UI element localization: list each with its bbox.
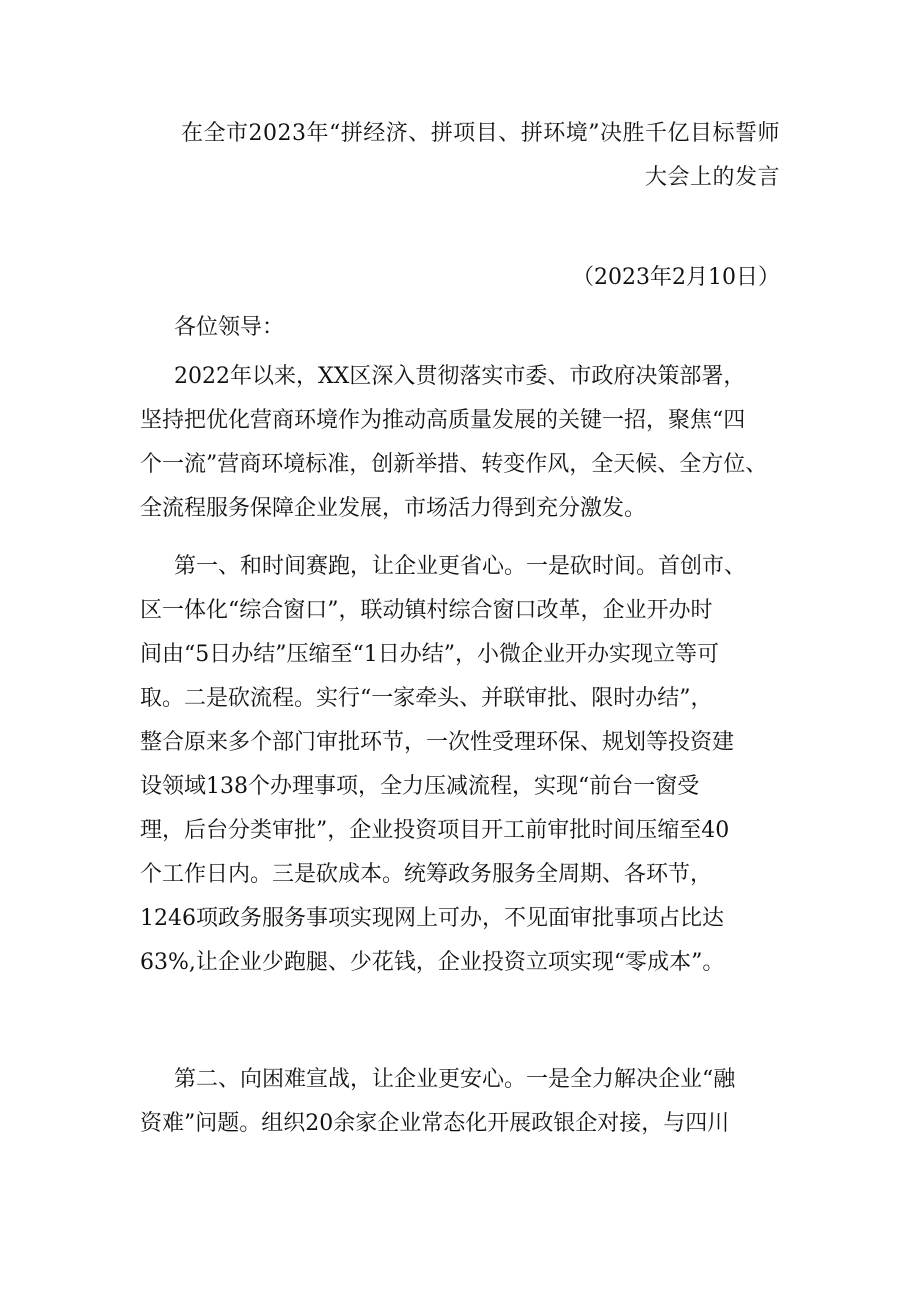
paragraph-line: 设领域138个办理事项，全力压减流程，实现“前台一窗受 <box>140 774 700 799</box>
paragraph-line: 第二、向困难宣战，让企业更安心。一是全力解决企业“融 <box>174 1067 736 1092</box>
title-line-1: 在全市2023年“拼经济、拼项目、拼环境”决胜千亿目标誓师 <box>181 121 780 146</box>
paragraph-3 <box>140 1058 780 1146</box>
paragraph-line: 个工作日内。三是砍成本。统筹政务服务全周期、各环节， <box>140 862 713 887</box>
paragraph-line: 资难”问题。组织20余家企业常态化开展政银企对接，与四川 <box>140 1111 730 1136</box>
paragraph-line: 1246项政务服务事项实现网上可办，不见面审批事项占比达 <box>140 906 724 931</box>
paragraph-line: 区一体化“综合窗口”，联动镇村综合窗口改革，企业开办时 <box>140 598 713 623</box>
paragraph-line: 第一、和时间赛跑，让企业更省心。一是砍时间。首创市、 <box>174 554 747 579</box>
title-line-2: 大会上的发言 <box>644 165 780 190</box>
paragraph-line: 取。二是砍流程。实行“一家牵头、并联审批、限时办结”， <box>140 686 713 711</box>
document-title <box>140 112 780 200</box>
document-date: （2023年2月10日） <box>572 265 780 290</box>
paragraph-line: 个一流”营商环境标准，创新举措、转变作风，全天候、全方位、 <box>140 452 768 477</box>
paragraph-line: 全流程服务保障企业发展，市场活力得到充分激发。 <box>140 496 647 521</box>
paragraph-line: 2022年以来，XX区深入贯彻落实市委、市政府决策部署， <box>174 364 746 389</box>
paragraph-line: 63%,让企业少跑腿、少花钱，企业投资立项实现“零成本”。 <box>140 950 725 975</box>
paragraph-line: 理，后台分类审批”，企业投资项目开工前审批时间压缩至40 <box>140 818 730 843</box>
paragraph-1 <box>140 355 780 531</box>
paragraph-line: 间由“5日办结”压缩至“1日办结”，小微企业开办实现立等可 <box>140 642 719 667</box>
paragraph-line: 坚持把优化营商环境作为推动高质量发展的关键一招，聚焦“四 <box>140 408 746 433</box>
salutation: 各位领导： <box>174 315 285 340</box>
paragraph-line: 整合原来多个部门审批环节，一次性受理环保、规划等投资建 <box>140 730 735 755</box>
paragraph-2 <box>140 545 780 985</box>
